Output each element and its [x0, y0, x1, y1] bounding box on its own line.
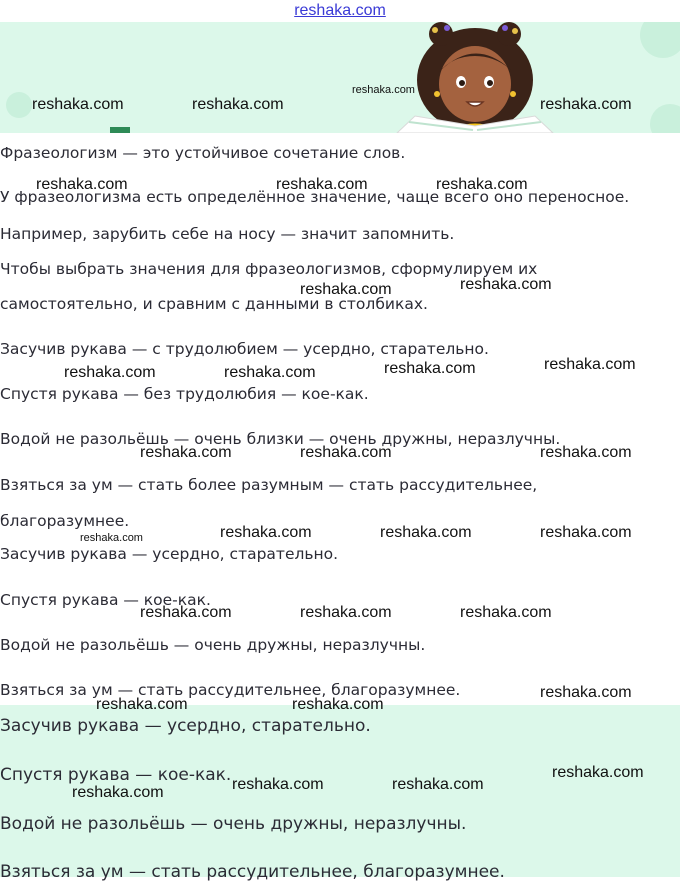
watermark: reshaka.com: [544, 356, 636, 373]
decor-dot: [640, 22, 680, 58]
watermark: reshaka.com: [384, 360, 476, 377]
paragraph-line: Засучив рукава — с трудолюбием — усердно, старательно.: [0, 340, 489, 358]
watermark: reshaka.com: [300, 281, 392, 298]
watermark: reshaka.com: [140, 604, 232, 621]
paragraph-line: Фразеологизм — это устойчивое сочетание слов.: [0, 144, 406, 162]
paragraph-line: Например, зарубить себе на носу — значит запомнить.: [0, 225, 455, 243]
paragraph-line: Чтобы выбрать значения для фразеологизмов, сформулируем их: [0, 260, 538, 278]
watermark: reshaka.com: [352, 84, 415, 96]
answer-line: Водой не разольёшь — очень дружны, неразлучны.: [0, 814, 467, 834]
watermark: reshaka.com: [300, 444, 392, 461]
paragraph-line: Взяться за ум — стать более разумным — стать рассудительнее,: [0, 476, 538, 494]
girl-reading-illustration: [395, 22, 555, 133]
watermark: reshaka.com: [276, 176, 368, 193]
paragraph-line: Водой не разольёшь — очень близки — очень дружны, неразлучны.: [0, 430, 561, 448]
paragraph-line: Засучив рукава — усердно, старательно.: [0, 545, 339, 563]
watermark: reshaka.com: [36, 176, 128, 193]
banner-tab: [110, 127, 130, 133]
banner: [0, 22, 680, 133]
paragraph-line: Водой не разольёшь — очень дружны, неразлучны.: [0, 636, 426, 654]
watermark: reshaka.com: [552, 764, 644, 781]
watermark: reshaka.com: [540, 524, 632, 541]
answer-line: Засучив рукава — усердно, старательно.: [0, 716, 371, 736]
decor-dot: [650, 104, 680, 133]
watermark: reshaka.com: [540, 96, 632, 113]
watermark: reshaka.com: [436, 176, 528, 193]
watermark: reshaka.com: [460, 276, 552, 293]
paragraph-line: У фразеологизма есть определённое значение, чаще всего оно переносное.: [0, 188, 630, 206]
watermark: reshaka.com: [32, 96, 124, 113]
watermark: reshaka.com: [64, 364, 156, 381]
watermark: reshaka.com: [232, 776, 324, 793]
paragraph-line: Взяться за ум — стать рассудительнее, благоразумнее.: [0, 681, 461, 699]
watermark: reshaka.com: [72, 784, 164, 801]
watermark: reshaka.com: [380, 524, 472, 541]
watermark: reshaka.com: [300, 604, 392, 621]
watermark: reshaka.com: [292, 696, 384, 713]
watermark: reshaka.com: [540, 684, 632, 701]
paragraph-line: самостоятельно, и сравним с данными в столбиках.: [0, 295, 428, 313]
paragraph-line: Спустя рукава — без трудолюбия — кое-как.: [0, 385, 369, 403]
watermark: reshaka.com: [140, 444, 232, 461]
watermark: reshaka.com: [80, 532, 143, 544]
answer-line: Спустя рукава — кое-как.: [0, 765, 232, 785]
watermark: reshaka.com: [220, 524, 312, 541]
watermark: reshaka.com: [192, 96, 284, 113]
watermark: reshaka.com: [460, 604, 552, 621]
paragraph-line: благоразумнее.: [0, 512, 130, 530]
watermark: reshaka.com: [392, 776, 484, 793]
watermark: reshaka.com: [540, 444, 632, 461]
watermark: reshaka.com: [224, 364, 316, 381]
site-link[interactable]: reshaka.com: [294, 2, 386, 19]
decor-dot: [6, 92, 32, 118]
answer-line: Взяться за ум — стать рассудительнее, благоразумнее.: [0, 862, 505, 882]
paragraph-line: Спустя рукава — кое-как.: [0, 591, 211, 609]
watermark: reshaka.com: [96, 696, 188, 713]
